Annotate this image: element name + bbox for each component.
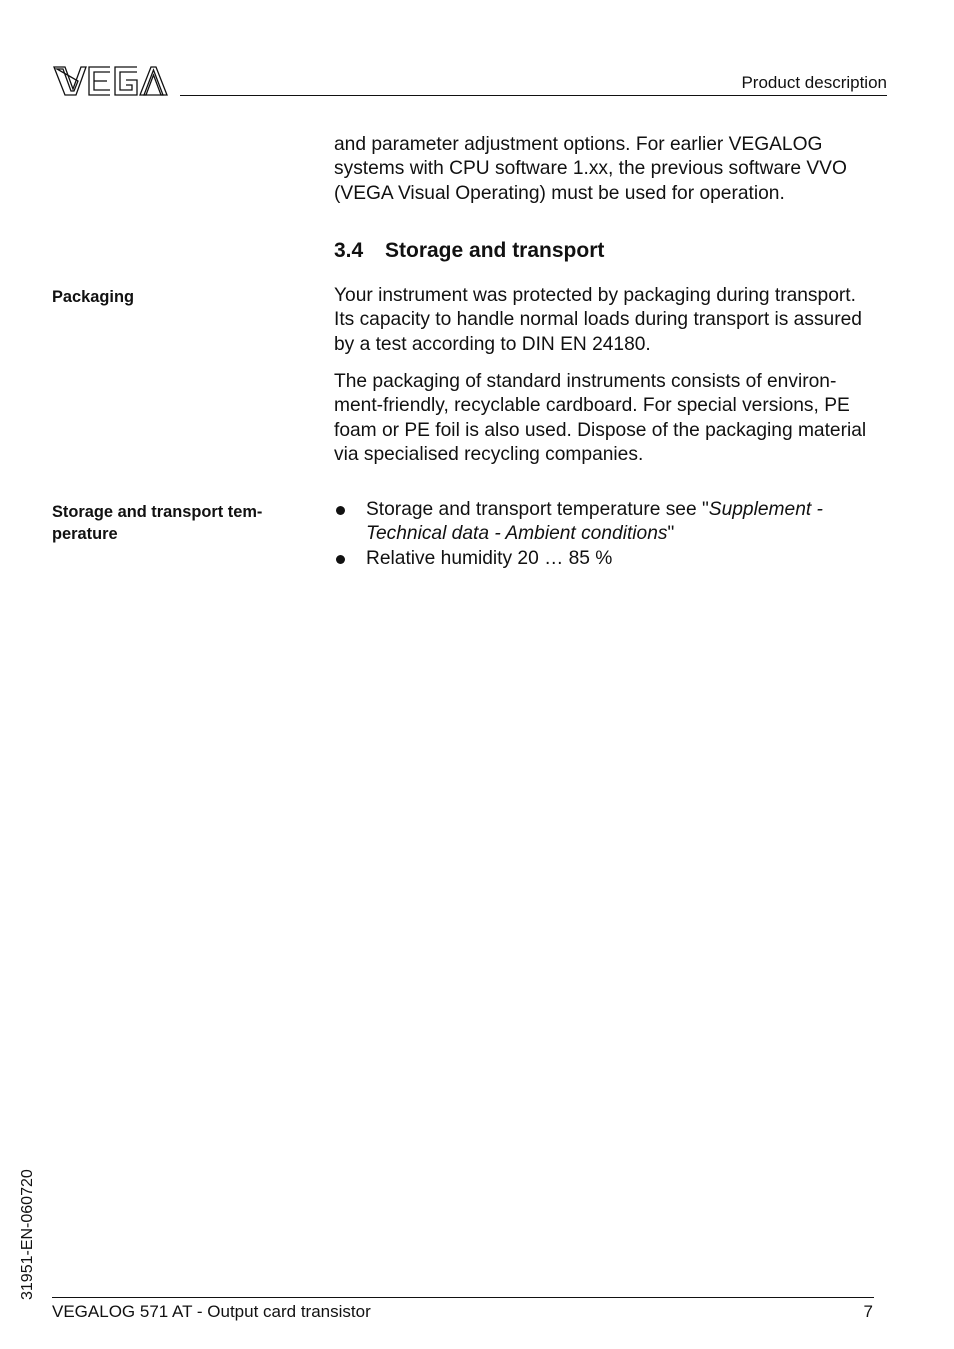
storage-label	[52, 501, 262, 545]
bullet-icon	[336, 506, 345, 515]
humidity-text: Relative humidity 20 … 85 %	[366, 547, 613, 569]
intro-line: systems with CPU software 1.xx, the previous software VVO	[334, 158, 847, 180]
text-line: The packaging of standard instruments consists of environ-	[334, 371, 837, 392]
text-line: foam or PE foil is also used. Dispose of the packaging material	[334, 419, 867, 441]
storage-bullet-list	[334, 498, 890, 571]
text-line: via specialised recycling companies.	[334, 444, 644, 466]
intro-line: and parameter adjustment options. For earlier VEGALOG	[334, 134, 823, 155]
page-number: 7	[863, 1302, 873, 1321]
supplement-reference: Supplement -	[708, 499, 823, 520]
vega-logo	[52, 64, 168, 98]
storage-label-line: Storage and transport tem-	[52, 503, 263, 521]
intro-line: (VEGA Visual Operating) must be used for operation.	[334, 182, 785, 204]
header-divider	[180, 95, 887, 96]
text-line: Its capacity to handle normal loads during transport is assured	[334, 309, 862, 331]
section-title: Storage and transport	[385, 239, 605, 262]
packaging-paragraph-2	[334, 370, 890, 468]
list-item	[334, 498, 890, 547]
intro-paragraph	[334, 133, 890, 206]
text-line: by a test according to DIN EN 24180.	[334, 333, 651, 355]
section-heading	[334, 238, 604, 264]
packaging-paragraph-1	[334, 284, 890, 357]
bullet-prefix: Storage and transport temperature see "	[366, 499, 709, 520]
footer-title: VEGALOG 571 AT - Output card transistor	[52, 1302, 371, 1321]
list-item	[334, 547, 890, 571]
footer-divider	[52, 1297, 874, 1298]
bullet-icon	[336, 555, 345, 564]
storage-label-line: perature	[52, 525, 118, 543]
section-number: 3.4	[334, 239, 364, 262]
text-line: ment-friendly, recyclable cardboard. For special versions, PE	[334, 395, 850, 417]
packaging-label: Packaging	[52, 288, 134, 306]
document-code: 31951-EN-060720	[19, 1169, 36, 1300]
text-line: Your instrument was protected by packaging during transport.	[334, 285, 856, 306]
bullet-suffix: "	[667, 523, 675, 545]
header-section-title: Product description	[741, 73, 887, 92]
supplement-reference: Technical data - Ambient conditions	[366, 523, 668, 545]
